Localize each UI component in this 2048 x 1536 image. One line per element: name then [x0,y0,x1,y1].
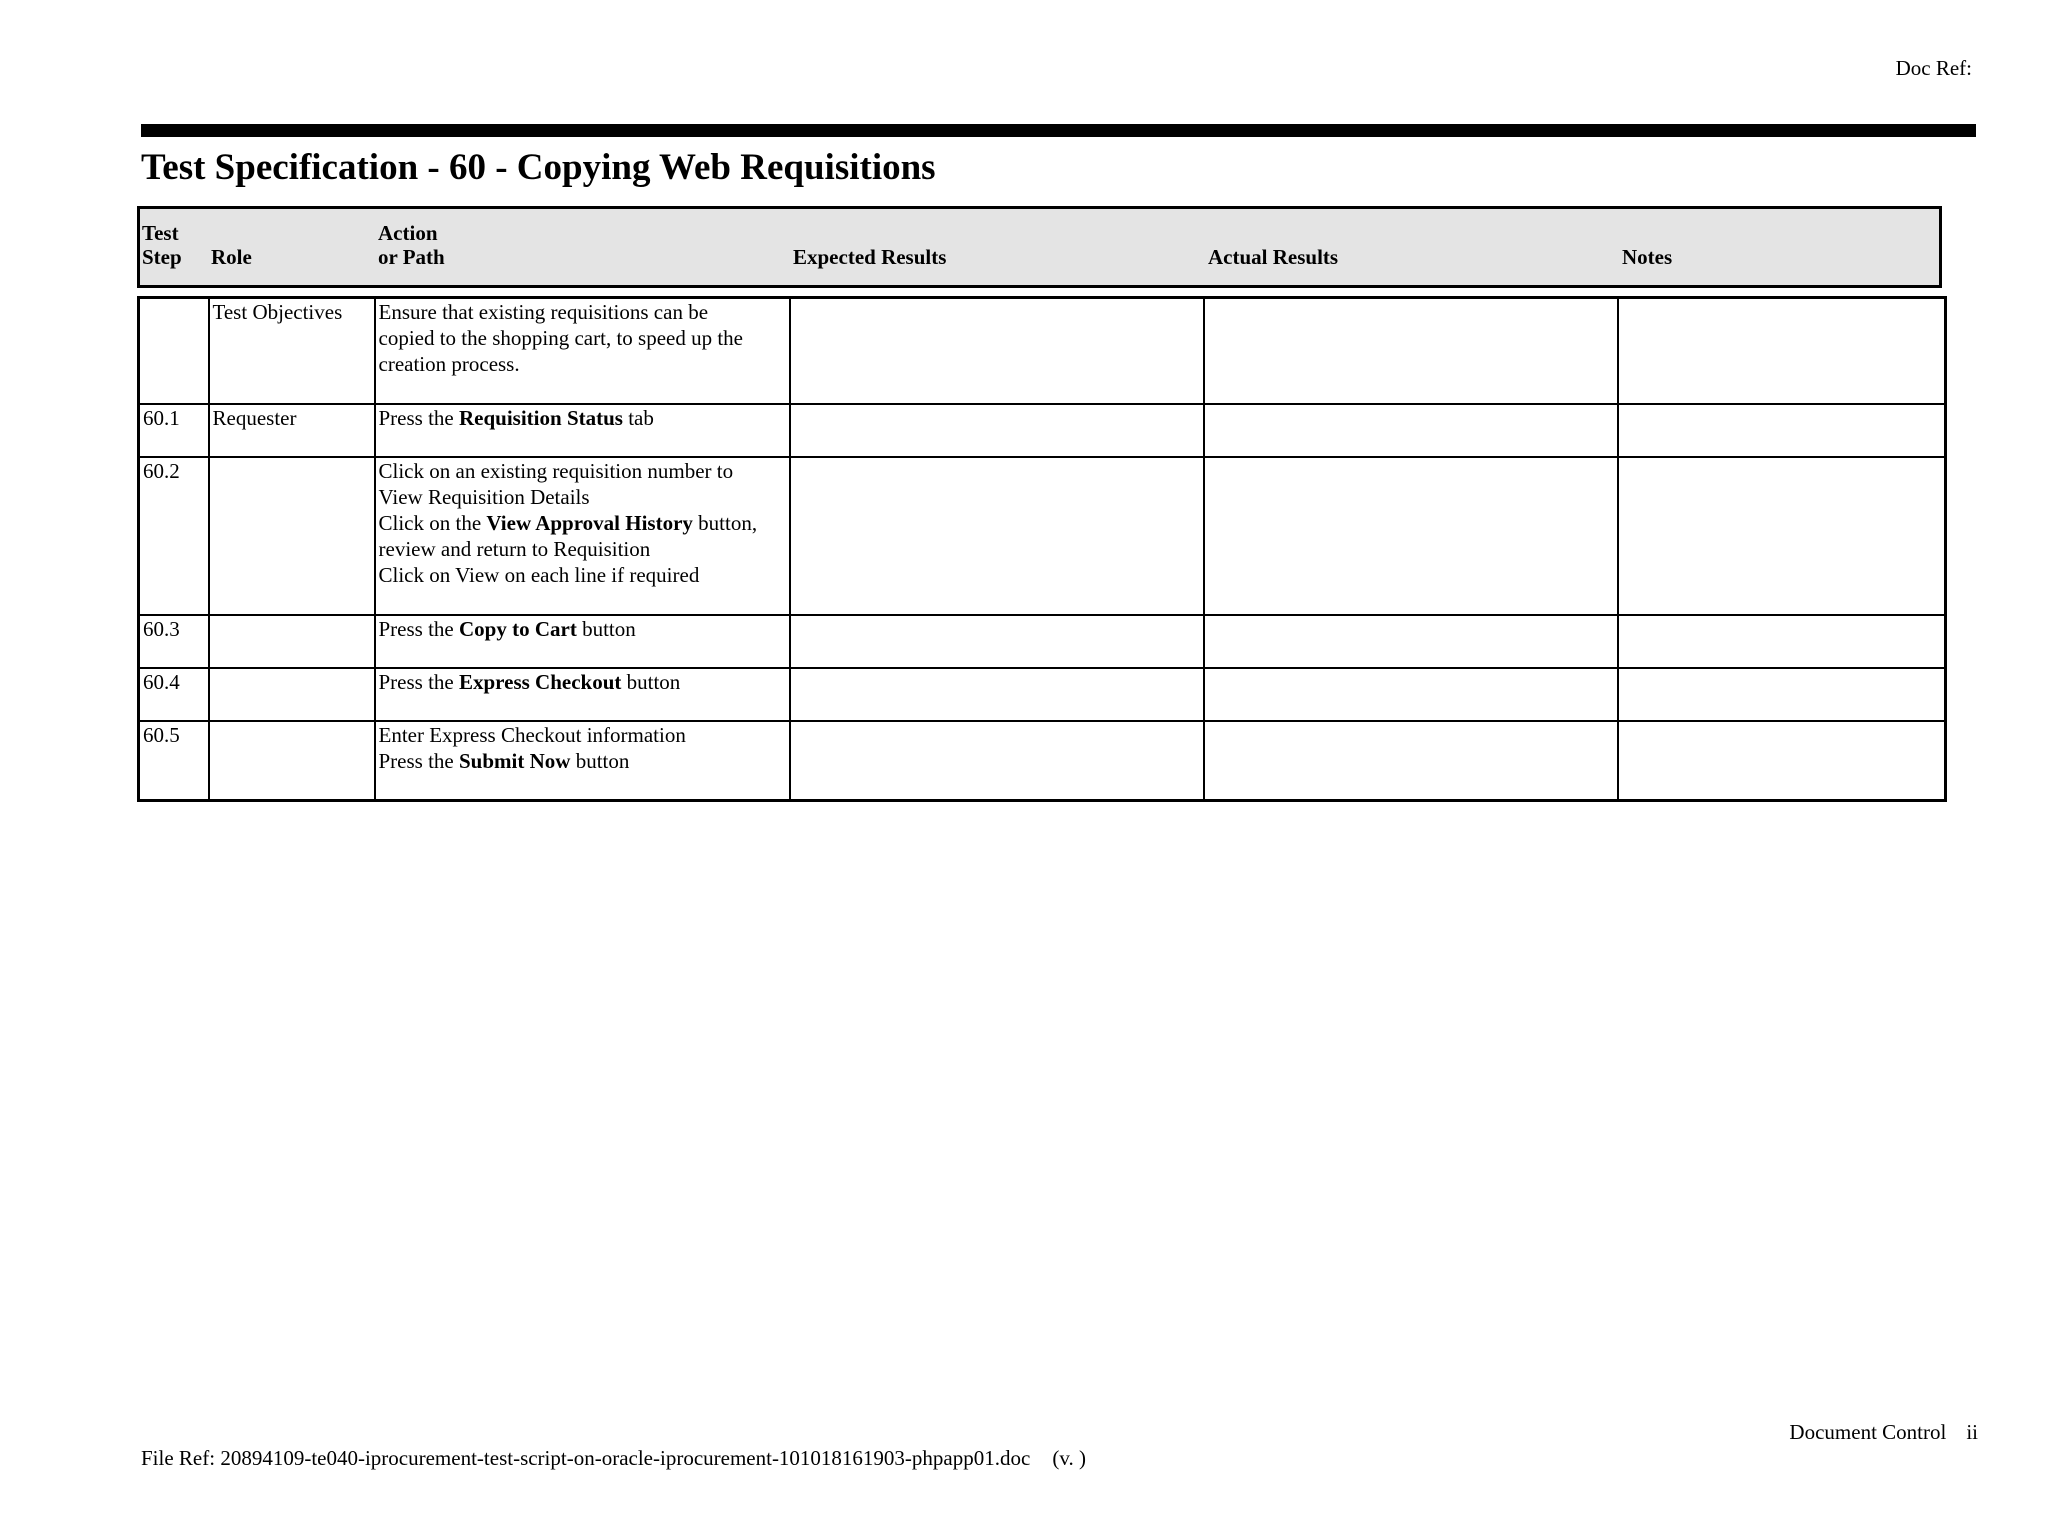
cell-role [209,668,375,721]
cell-notes [1618,457,1946,615]
cell-action [375,668,790,721]
action-text: Click on the [378,510,487,535]
cell-actual-results [1204,298,1618,404]
cell-expected-results [790,615,1204,668]
cell-expected-results [790,404,1204,457]
action-line [379,536,786,562]
action-text: copied to the shopping cart, to speed up the [378,326,743,350]
table-row [139,298,1946,404]
action-text: button [576,616,636,641]
action-line [379,616,786,642]
action-line [379,299,786,325]
cell-test-step: 60.2 [139,457,209,615]
action-line [379,405,786,431]
action-text: Submit Now [459,748,571,773]
action-text: Press the [378,748,459,773]
cell-action [375,404,790,457]
cell-action [375,457,790,615]
action-text: Ensure that existing requisitions can be [378,300,709,324]
action-text: Click on an existing requisition number to [378,458,734,483]
cell-notes [1618,298,1946,404]
table-row [139,404,1946,457]
action-text: button [621,669,681,694]
table-row [139,457,1946,615]
cell-action [375,298,790,404]
cell-actual-results [1204,668,1618,721]
footer-file-ref [141,1446,1086,1471]
page-title: Test Specification - 60 - Copying Web Requisitions [141,147,936,188]
cell-test-step: 60.1 [139,404,209,457]
action-line [379,748,786,774]
table-header [137,206,1942,288]
cell-test-step: 60.3 [139,615,209,668]
cell-test-step: 60.4 [139,668,209,721]
cell-role [209,721,375,801]
cell-role [209,457,375,615]
table-row [139,721,1946,801]
cell-expected-results [790,457,1204,615]
action-text: Click on View on each line if required [378,562,700,587]
page-number: ii [1966,1420,1978,1444]
section-name: Document Control [1789,1420,1947,1444]
cell-role [209,615,375,668]
action-line [379,510,786,536]
action-line [379,351,786,377]
test-spec-table [137,296,1947,802]
file-ref: File Ref: 20894109-te040-iprocurement-test-script-on-oracle-iprocurement-101018161903-phpapp01.doc [141,1446,1031,1470]
cell-role: Requester [209,404,375,457]
title-rule [141,124,1976,137]
action-text: creation process. [378,352,520,376]
action-text: Requisition Status [459,405,623,430]
header-actual-results: Actual Results [1208,245,1339,269]
action-text: tab [622,405,654,430]
action-line [379,325,786,351]
version: (v. ) [1052,1446,1086,1470]
action-text: Press the [378,616,459,641]
action-text: Press the [378,405,459,430]
cell-expected-results [790,721,1204,801]
cell-notes [1618,404,1946,457]
cell-notes [1618,615,1946,668]
header-notes: Notes [1622,245,1673,269]
cell-expected-results [790,668,1204,721]
action-text: review and return to Requisition [378,536,651,561]
table-row [139,615,1946,668]
action-line [379,484,786,510]
header-role: Role [211,245,252,269]
action-text: View Approval History [486,510,693,535]
cell-role: Test Objectives [209,298,375,404]
cell-test-step: 60.5 [139,721,209,801]
table-row [139,668,1946,721]
action-text: Enter Express Checkout information [378,722,686,747]
cell-actual-results [1204,615,1618,668]
cell-notes [1618,721,1946,801]
action-text: Press the [378,669,459,694]
cell-notes [1618,668,1946,721]
header-action: Action or Path [378,221,445,269]
action-line [379,669,786,695]
action-text: Express Checkout [459,669,622,694]
doc-ref: Doc Ref: [1895,56,1972,80]
cell-action [375,615,790,668]
cell-action [375,721,790,801]
action-line [379,562,786,588]
cell-actual-results [1204,721,1618,801]
cell-actual-results [1204,457,1618,615]
cell-test-step [139,298,209,404]
action-line [379,722,786,748]
cell-actual-results [1204,404,1618,457]
header-expected-results: Expected Results [793,245,947,269]
action-text: button [570,748,630,773]
action-text: Copy to Cart [459,616,577,641]
cell-expected-results [790,298,1204,404]
action-text: button, [692,510,758,535]
footer-section [1789,1420,1978,1445]
action-line [379,458,786,484]
header-test-step: Test Step [142,221,182,269]
action-text: View Requisition Details [378,484,590,509]
